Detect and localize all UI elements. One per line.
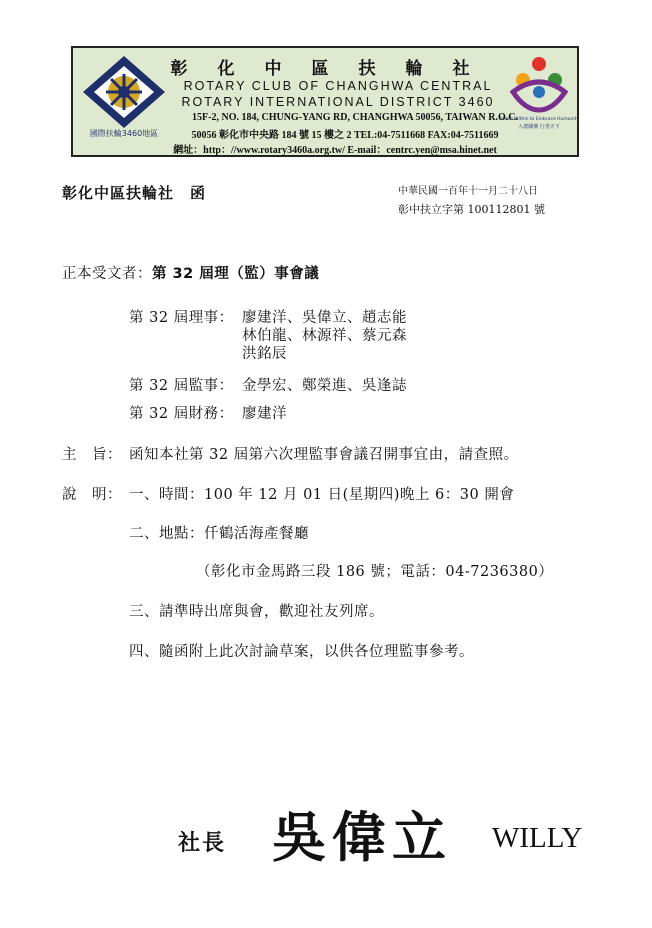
supervisors-label: 第 32 屆監事： xyxy=(129,378,234,394)
treasurer-label: 第 32 屆財務： xyxy=(129,406,234,422)
sender-title: 彰化中區扶輪社 函 xyxy=(62,184,207,202)
explanation-item-venue: 二、地點：仟鶴活海產餐廳 xyxy=(129,526,309,542)
letterhead xyxy=(71,46,579,157)
district-logo-caption: 國際扶輪3460地區 xyxy=(89,129,159,138)
subject-label: 主 旨： xyxy=(62,447,122,463)
recipient-label: 正本受文者： xyxy=(62,266,152,282)
recipient-value: 第 32 屆理（監）事會議 xyxy=(152,266,320,282)
address-en: 15F-2, NO. 184, CHUNG-YANG RD, CHANGHWA 50056, TAIWAN R.O.C. xyxy=(192,112,518,123)
signature-name-en: WILLY xyxy=(492,822,583,854)
directors-line-2: 林伯龍、林源祥、蔡元森 xyxy=(242,328,407,344)
signature-name-zh: 吳偉立 xyxy=(272,805,452,869)
web-email: 網址：http：//www.rotary3460a.org.tw/ E-mail：centrc.yen@msa.hinet.net xyxy=(173,145,497,156)
explanation-item-attachment: 四、隨函附上此次討論草案，以供各位理監事參考。 xyxy=(129,644,474,660)
directors-line-3: 洪銘辰 xyxy=(242,346,287,362)
signature-title: 社長 xyxy=(178,831,227,856)
club-title-zh: 彰化中區扶輪社 xyxy=(170,59,500,79)
directors-line-1: 廖建洋、吳偉立、趙志能 xyxy=(242,310,407,326)
explanation-label: 說 明： xyxy=(62,487,122,503)
club-name-en: ROTARY CLUB OF CHANGHWA CENTRAL xyxy=(183,79,493,93)
document-number: 彰中扶立字第 100112801 號 xyxy=(398,203,545,216)
directors-label: 第 32 屆理事： xyxy=(129,310,234,326)
address-zh: 50056 彰化市中央路 184 號 15 樓之 2 TEL:04-7511668 FAX:04-7511669 xyxy=(191,130,499,141)
supervisors-value: 金學宏、鄭榮進、吳逢誌 xyxy=(242,378,407,394)
explanation-item-attendance: 三、請準時出席與會，歡迎社友列席。 xyxy=(129,604,384,620)
explanation-item-time: 一、時間：100 年 12 月 01 日(星期四)晚上 6：30 開會 xyxy=(129,487,515,503)
treasurer-value: 廖建洋 xyxy=(242,406,287,422)
subject-value: 函知本社第 32 屆第六次理監事會議召開事宜由，請查照。 xyxy=(129,447,519,463)
district-name-en: ROTARY INTERNATIONAL DISTRICT 3460 xyxy=(181,95,495,109)
venue-address: （彰化市金馬路三段 186 號；電話：04-7236380） xyxy=(196,564,554,580)
theme-caption-zh: 入寰關懷 行善天下 xyxy=(518,124,560,130)
issue-date: 中華民國一百年十一月二十八日 xyxy=(398,186,538,197)
recipient-line xyxy=(62,262,319,283)
theme-caption-en: Reach Within to Embrace Humanity xyxy=(498,117,580,122)
